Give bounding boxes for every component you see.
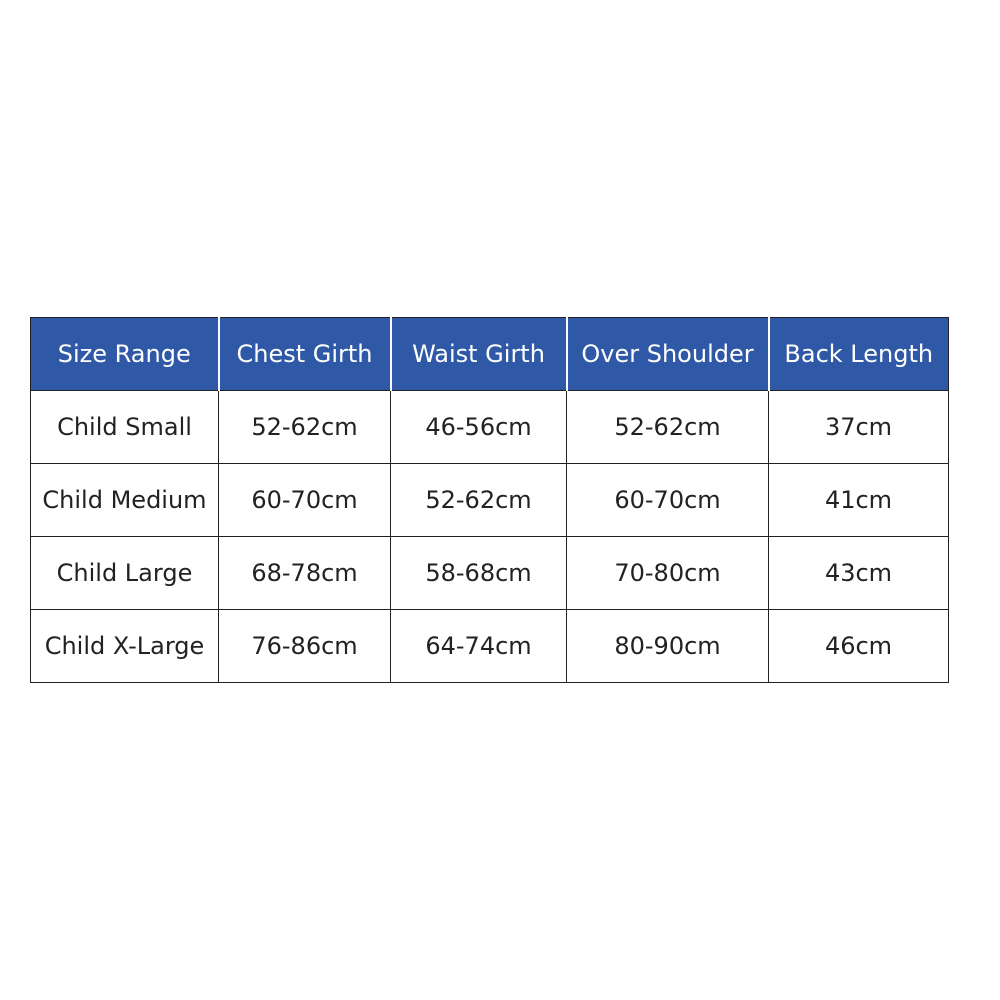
header-waist-girth: Waist Girth: [391, 318, 567, 391]
chest-girth-cell: 60-70cm: [219, 464, 391, 537]
table-row: [31, 610, 949, 683]
header-over-shoulder: Over Shoulder: [567, 318, 769, 391]
over-shoulder-cell: 52-62cm: [567, 391, 769, 464]
back-length-cell: 37cm: [769, 391, 949, 464]
waist-girth-cell: 46-56cm: [391, 391, 567, 464]
header-chest-girth: Chest Girth: [219, 318, 391, 391]
table-row: [31, 537, 949, 610]
back-length-cell: 43cm: [769, 537, 949, 610]
chest-girth-cell: 76-86cm: [219, 610, 391, 683]
size-range-cell: Child Large: [31, 537, 219, 610]
over-shoulder-cell: 70-80cm: [567, 537, 769, 610]
waist-girth-cell: 64-74cm: [391, 610, 567, 683]
back-length-cell: 41cm: [769, 464, 949, 537]
header-back-length: Back Length: [769, 318, 949, 391]
chest-girth-cell: 52-62cm: [219, 391, 391, 464]
header-row: [31, 318, 949, 391]
table-row: [31, 391, 949, 464]
over-shoulder-cell: 80-90cm: [567, 610, 769, 683]
table-header: [31, 318, 949, 391]
waist-girth-cell: 58-68cm: [391, 537, 567, 610]
chest-girth-cell: 68-78cm: [219, 537, 391, 610]
waist-girth-cell: 52-62cm: [391, 464, 567, 537]
header-size-range: Size Range: [31, 318, 219, 391]
size-range-cell: Child Small: [31, 391, 219, 464]
size-chart-table: [30, 317, 949, 683]
back-length-cell: 46cm: [769, 610, 949, 683]
size-range-cell: Child X-Large: [31, 610, 219, 683]
size-range-cell: Child Medium: [31, 464, 219, 537]
table-body: [31, 391, 949, 683]
table-row: [31, 464, 949, 537]
over-shoulder-cell: 60-70cm: [567, 464, 769, 537]
